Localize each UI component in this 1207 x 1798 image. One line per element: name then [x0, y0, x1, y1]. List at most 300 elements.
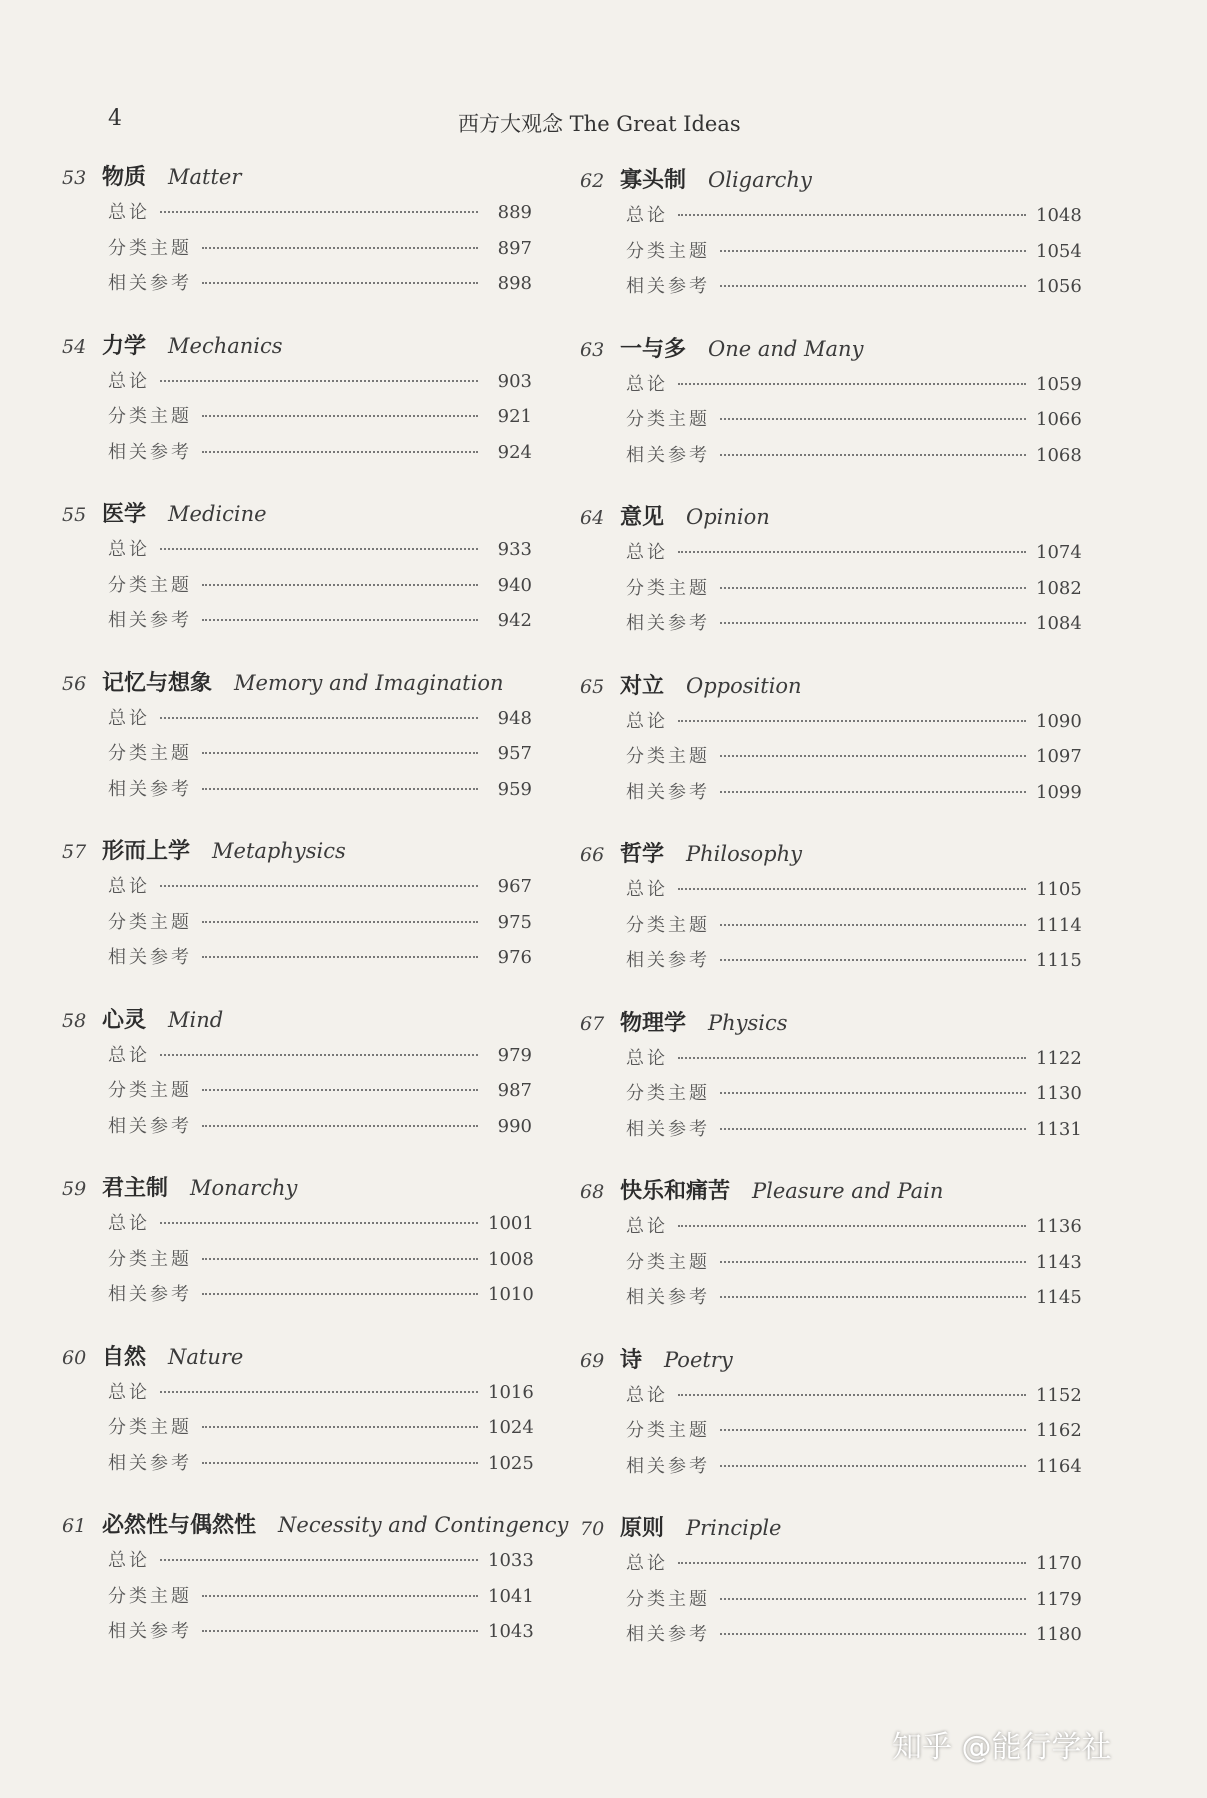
entry-label: 总论 — [626, 373, 668, 395]
entry-label: 分类主题 — [108, 1080, 192, 1101]
dot-leader — [202, 415, 478, 417]
section-number: 65 — [580, 675, 605, 698]
dot-leader — [678, 551, 1026, 553]
toc-column-right — [580, 163, 1080, 1680]
entry-page-number: 924 — [497, 441, 532, 463]
entry-label: 总论 — [626, 1384, 668, 1406]
section-number: 59 — [62, 1178, 87, 1200]
section-title-en: Principle — [686, 1516, 782, 1540]
entry-page-number: 1010 — [488, 1284, 534, 1305]
entry-page-number: 967 — [497, 876, 532, 897]
section-heading[interactable] — [580, 669, 1080, 707]
toc-entry[interactable] — [108, 908, 532, 944]
section-title-en: Memory and Imagination — [234, 670, 504, 695]
section-title-en: Mechanics — [168, 333, 283, 358]
section-heading[interactable] — [62, 1508, 569, 1546]
entry-page-number: 1016 — [488, 1381, 534, 1403]
entry-page-number: 1054 — [1036, 240, 1082, 262]
toc-section — [62, 1340, 532, 1509]
entry-page-number: 1090 — [1036, 710, 1082, 732]
section-number: 63 — [580, 338, 605, 361]
entry-label: 相关参考 — [626, 1624, 710, 1645]
toc-entry[interactable] — [108, 739, 532, 775]
toc-entry[interactable] — [626, 1283, 1080, 1319]
entry-label: 总论 — [108, 1381, 150, 1403]
dot-leader — [160, 1054, 478, 1056]
entry-label: 相关参考 — [108, 947, 192, 968]
section-title-cn: 物质 — [102, 164, 147, 190]
toc-entry[interactable] — [626, 1044, 1080, 1080]
dot-leader — [720, 454, 1026, 456]
dot-leader — [160, 380, 478, 382]
section-number: 58 — [62, 1009, 87, 1032]
toc-entry[interactable] — [108, 402, 532, 438]
entry-page-number: 1041 — [488, 1585, 534, 1607]
section-title-cn: 诗 — [620, 1346, 643, 1373]
entry-label: 相关参考 — [108, 778, 192, 800]
section-title-cn: 医学 — [102, 501, 147, 527]
entry-page-number: 987 — [497, 1080, 532, 1101]
section-title-en: Matter — [168, 165, 242, 189]
entry-label: 相关参考 — [108, 273, 192, 294]
dot-leader — [720, 1296, 1026, 1298]
entry-page-number: 898 — [497, 273, 532, 294]
toc-column-left — [62, 160, 569, 1677]
entry-label: 相关参考 — [626, 1118, 710, 1140]
section-number: 66 — [580, 844, 605, 866]
entry-page-number: 948 — [497, 707, 532, 729]
section-heading[interactable] — [62, 1171, 532, 1209]
toc-entry[interactable] — [108, 1245, 532, 1281]
entry-label: 分类主题 — [626, 1420, 710, 1441]
section-title-en: Philosophy — [686, 842, 802, 866]
toc-entry[interactable] — [108, 1449, 532, 1485]
section-title-cn: 力学 — [102, 332, 147, 359]
toc-entry[interactable] — [626, 1549, 1080, 1585]
section-title-en: Monarchy — [190, 1176, 298, 1200]
entry-label: 分类主题 — [108, 1585, 192, 1607]
entry-page-number: 1105 — [1036, 879, 1082, 900]
section-title-cn: 意见 — [620, 504, 665, 530]
dot-leader — [678, 1562, 1026, 1564]
entry-label: 分类主题 — [626, 914, 710, 936]
toc-section — [580, 1006, 1080, 1175]
dot-leader — [720, 1598, 1026, 1600]
section-number: 70 — [580, 1518, 605, 1540]
dot-leader — [720, 418, 1026, 420]
entry-page-number: 1162 — [1036, 1420, 1082, 1441]
section-title-cn: 记忆与想象 — [102, 669, 213, 696]
section-heading[interactable] — [62, 329, 532, 367]
section-title-en: Nature — [168, 1344, 244, 1369]
dot-leader — [160, 885, 478, 887]
toc-entry[interactable] — [626, 538, 1080, 574]
section-number: 69 — [580, 1349, 605, 1372]
entry-label: 相关参考 — [626, 613, 710, 634]
toc-entry[interactable] — [626, 370, 1080, 406]
entry-label: 总论 — [626, 1216, 668, 1237]
toc-entry[interactable] — [626, 707, 1080, 743]
toc-entry[interactable] — [626, 1212, 1080, 1248]
dot-leader — [202, 619, 478, 621]
dot-leader — [720, 622, 1026, 624]
toc-entry[interactable] — [626, 778, 1080, 814]
entry-page-number: 889 — [497, 202, 532, 223]
dot-leader — [720, 755, 1026, 757]
entry-label: 总论 — [108, 1550, 150, 1571]
section-title-cn: 哲学 — [620, 841, 665, 867]
entry-page-number: 1180 — [1036, 1624, 1082, 1645]
section-title-cn: 寡头制 — [620, 167, 687, 193]
toc-entry[interactable] — [626, 405, 1080, 441]
dot-leader — [720, 1261, 1026, 1263]
section-number: 54 — [62, 335, 87, 358]
dot-leader — [160, 1222, 478, 1224]
entry-label: 相关参考 — [108, 1621, 192, 1642]
section-heading[interactable] — [62, 497, 532, 535]
dot-leader — [202, 451, 478, 453]
toc-entry[interactable] — [108, 571, 532, 607]
section-title-cn: 物理学 — [620, 1009, 687, 1036]
entry-page-number: 1066 — [1036, 409, 1082, 430]
toc-entry[interactable] — [626, 875, 1080, 911]
entry-label: 分类主题 — [626, 1251, 710, 1273]
entry-page-number: 1001 — [488, 1213, 534, 1234]
entry-label: 总论 — [626, 205, 668, 226]
entry-page-number: 1145 — [1036, 1287, 1082, 1308]
section-number: 53 — [62, 167, 87, 189]
toc-section — [62, 329, 532, 498]
entry-page-number: 957 — [497, 743, 532, 764]
dot-leader — [202, 752, 478, 754]
entry-label: 相关参考 — [108, 610, 192, 631]
toc-entry[interactable] — [626, 272, 1080, 308]
section-title-en: Medicine — [168, 502, 267, 526]
toc-entry[interactable] — [626, 1585, 1080, 1621]
section-heading[interactable] — [62, 1003, 532, 1041]
section-heading[interactable] — [580, 1343, 1080, 1381]
entry-label: 总论 — [626, 542, 668, 563]
section-heading[interactable] — [62, 1340, 532, 1378]
entry-page-number: 1025 — [488, 1452, 534, 1474]
entry-page-number: 903 — [497, 370, 532, 392]
toc-section — [580, 1174, 1080, 1343]
dot-leader — [202, 282, 478, 284]
section-title-cn: 必然性与偶然性 — [102, 1512, 257, 1538]
toc-entry[interactable] — [108, 438, 532, 474]
section-title-cn: 君主制 — [102, 1175, 169, 1201]
toc-entry[interactable] — [108, 1546, 532, 1582]
toc-entry[interactable] — [108, 198, 532, 234]
dot-leader — [202, 1293, 478, 1295]
dot-leader — [160, 211, 478, 213]
toc-entry[interactable] — [108, 1582, 532, 1618]
section-number: 67 — [580, 1012, 605, 1035]
toc-section — [580, 332, 1080, 501]
entry-page-number: 1136 — [1036, 1216, 1082, 1237]
entry-label: 分类主题 — [108, 237, 192, 259]
entry-page-number: 1143 — [1036, 1251, 1082, 1273]
toc-entry[interactable] — [108, 943, 532, 979]
section-heading[interactable] — [62, 834, 532, 872]
dot-leader — [202, 956, 478, 958]
entry-page-number: 1115 — [1036, 950, 1082, 971]
page-number: 4 — [108, 106, 122, 131]
section-title-en: Physics — [708, 1010, 788, 1035]
toc-entry[interactable] — [108, 704, 532, 740]
entry-label: 总论 — [108, 876, 150, 897]
entry-page-number: 1024 — [488, 1417, 534, 1438]
entry-label: 相关参考 — [626, 781, 710, 803]
section-title-cn: 心灵 — [102, 1006, 147, 1033]
toc-section — [62, 834, 532, 1003]
entry-label: 分类主题 — [108, 1417, 192, 1438]
entry-label: 总论 — [108, 1213, 150, 1234]
dot-leader — [202, 247, 478, 249]
dot-leader — [678, 383, 1026, 385]
entry-page-number: 942 — [497, 610, 532, 631]
section-heading[interactable] — [580, 837, 1080, 875]
toc-entry[interactable] — [626, 742, 1080, 778]
entry-page-number: 1059 — [1036, 373, 1082, 395]
toc-entry[interactable] — [626, 946, 1080, 982]
entry-label: 相关参考 — [626, 444, 710, 466]
section-title-en: Mind — [168, 1007, 224, 1032]
entry-label: 总论 — [108, 707, 150, 729]
dot-leader — [160, 1559, 478, 1561]
section-heading[interactable] — [580, 500, 1080, 538]
section-heading[interactable] — [580, 1174, 1080, 1212]
entry-page-number: 1164 — [1036, 1455, 1082, 1477]
toc-section — [62, 666, 532, 835]
entry-page-number: 1082 — [1036, 577, 1082, 599]
entry-label: 总论 — [108, 370, 150, 392]
entry-page-number: 1074 — [1036, 542, 1082, 563]
entry-label: 分类主题 — [108, 1248, 192, 1270]
toc-section — [62, 1003, 532, 1172]
dot-leader — [720, 587, 1026, 589]
entry-page-number: 1097 — [1036, 746, 1082, 767]
entry-label: 相关参考 — [108, 441, 192, 463]
dot-leader — [202, 1595, 478, 1597]
section-title-en: Necessity and Contingency — [278, 1513, 569, 1537]
section-number: 56 — [62, 672, 87, 695]
section-heading[interactable] — [62, 160, 532, 198]
entry-page-number: 1043 — [488, 1621, 534, 1642]
section-number: 61 — [62, 1515, 87, 1537]
watermark: 知乎 @能行学社 — [892, 1730, 1112, 1765]
toc-entry[interactable] — [108, 1209, 532, 1245]
section-title-en: Metaphysics — [212, 839, 346, 863]
entry-label: 分类主题 — [108, 911, 192, 933]
toc-section — [580, 1343, 1080, 1512]
entry-page-number: 1130 — [1036, 1083, 1082, 1104]
toc-entry[interactable] — [626, 1416, 1080, 1452]
dot-leader — [678, 720, 1026, 722]
toc-section — [580, 837, 1080, 1006]
dot-leader — [202, 1089, 478, 1091]
toc-entry[interactable] — [108, 775, 532, 811]
entry-page-number: 1122 — [1036, 1047, 1082, 1069]
entry-page-number: 1033 — [488, 1550, 534, 1571]
section-title-en: Opinion — [686, 505, 770, 529]
entry-label: 分类主题 — [626, 577, 710, 599]
section-title-cn: 对立 — [620, 672, 665, 699]
entry-label: 分类主题 — [626, 1588, 710, 1610]
entry-page-number: 1084 — [1036, 613, 1082, 634]
section-title-cn: 一与多 — [620, 335, 687, 362]
dot-leader — [678, 1225, 1026, 1227]
dot-leader — [720, 1092, 1026, 1094]
dot-leader — [202, 1258, 478, 1260]
running-head: 西方大观念 The Great Ideas — [458, 112, 741, 136]
entry-page-number: 979 — [497, 1044, 532, 1066]
entry-label: 分类主题 — [108, 574, 192, 596]
dot-leader — [202, 1125, 478, 1127]
section-number: 57 — [62, 841, 87, 863]
dot-leader — [678, 1394, 1026, 1396]
entry-page-number: 1114 — [1036, 914, 1082, 936]
section-heading[interactable] — [580, 1006, 1080, 1044]
dot-leader — [202, 584, 478, 586]
entry-label: 分类主题 — [626, 240, 710, 262]
section-heading[interactable] — [62, 666, 532, 704]
toc-entry[interactable] — [108, 367, 532, 403]
entry-page-number: 1152 — [1036, 1384, 1082, 1406]
toc-entry[interactable] — [626, 609, 1080, 645]
section-heading[interactable] — [580, 163, 1080, 201]
toc-section — [580, 500, 1080, 669]
entry-page-number: 959 — [497, 778, 532, 800]
entry-page-number: 1099 — [1036, 781, 1082, 803]
toc-entry[interactable] — [626, 1381, 1080, 1417]
toc-section — [580, 163, 1080, 332]
entry-label: 总论 — [626, 879, 668, 900]
dot-leader — [678, 888, 1026, 890]
dot-leader — [160, 1391, 478, 1393]
section-number: 62 — [580, 170, 605, 192]
toc-entry[interactable] — [626, 574, 1080, 610]
toc-entry[interactable] — [626, 1079, 1080, 1115]
dot-leader — [720, 1128, 1026, 1130]
toc-entry[interactable] — [108, 1617, 532, 1653]
entry-label: 相关参考 — [626, 1455, 710, 1477]
toc-entry[interactable] — [108, 606, 532, 642]
toc-entry[interactable] — [108, 1041, 532, 1077]
entry-label: 相关参考 — [626, 1287, 710, 1308]
dot-leader — [678, 214, 1026, 216]
section-heading[interactable] — [580, 332, 1080, 370]
entry-page-number: 921 — [497, 406, 532, 427]
entry-label: 分类主题 — [626, 746, 710, 767]
entry-label: 总论 — [626, 1553, 668, 1574]
section-title-cn: 原则 — [620, 1515, 665, 1541]
toc-entry[interactable] — [626, 1620, 1080, 1656]
toc-entry[interactable] — [626, 1248, 1080, 1284]
dot-leader — [720, 924, 1026, 926]
toc-entry[interactable] — [108, 1378, 532, 1414]
dot-leader — [160, 548, 478, 550]
entry-label: 相关参考 — [108, 1284, 192, 1305]
entry-label: 总论 — [626, 1047, 668, 1069]
entry-page-number: 1179 — [1036, 1588, 1082, 1610]
dot-leader — [160, 717, 478, 719]
toc-entry[interactable] — [108, 1112, 532, 1148]
dot-leader — [720, 959, 1026, 961]
entry-label: 相关参考 — [108, 1115, 192, 1137]
toc-entry[interactable] — [626, 237, 1080, 273]
section-title-cn: 自然 — [102, 1343, 147, 1370]
dot-leader — [202, 788, 478, 790]
dot-leader — [202, 921, 478, 923]
entry-label: 分类主题 — [626, 409, 710, 430]
section-heading[interactable] — [580, 1511, 1080, 1549]
toc-entry[interactable] — [626, 1115, 1080, 1151]
dot-leader — [720, 1633, 1026, 1635]
dot-leader — [720, 285, 1026, 287]
entry-page-number: 1056 — [1036, 276, 1082, 297]
toc-section — [62, 160, 532, 329]
toc-entry[interactable] — [626, 441, 1080, 477]
section-number: 55 — [62, 504, 87, 526]
section-title-en: Oligarchy — [708, 168, 812, 192]
toc-section — [580, 669, 1080, 838]
toc-entry[interactable] — [108, 1413, 532, 1449]
toc-entry[interactable] — [108, 535, 532, 571]
section-title-en: One and Many — [708, 336, 864, 361]
toc-section — [62, 1508, 569, 1677]
dot-leader — [202, 1630, 478, 1632]
dot-leader — [720, 791, 1026, 793]
dot-leader — [720, 1429, 1026, 1431]
toc-entry[interactable] — [626, 911, 1080, 947]
section-title-en: Poetry — [664, 1347, 733, 1372]
entry-label: 总论 — [108, 539, 150, 560]
toc-section — [62, 497, 532, 666]
entry-page-number: 1131 — [1036, 1118, 1082, 1140]
dot-leader — [720, 1465, 1026, 1467]
toc-entry[interactable] — [108, 1280, 532, 1316]
entry-page-number: 1008 — [488, 1248, 534, 1270]
dot-leader — [202, 1462, 478, 1464]
toc-entry[interactable] — [108, 872, 532, 908]
entry-page-number: 1068 — [1036, 444, 1082, 466]
entry-label: 分类主题 — [108, 406, 192, 427]
toc-entry[interactable] — [626, 1452, 1080, 1488]
entry-label: 相关参考 — [108, 1452, 192, 1474]
section-title-en: Opposition — [686, 673, 802, 698]
toc-entry[interactable] — [108, 234, 532, 270]
entry-page-number: 940 — [497, 574, 532, 596]
entry-label: 分类主题 — [626, 1083, 710, 1104]
toc-entry[interactable] — [108, 1076, 532, 1112]
section-title-cn: 形而上学 — [102, 838, 191, 864]
toc-entry[interactable] — [108, 269, 532, 305]
entry-label: 相关参考 — [626, 950, 710, 971]
toc-section — [62, 1171, 532, 1340]
entry-page-number: 897 — [497, 237, 532, 259]
entry-page-number: 1170 — [1036, 1553, 1082, 1574]
entry-page-number: 976 — [497, 947, 532, 968]
dot-leader — [678, 1057, 1026, 1059]
entry-label: 总论 — [108, 1044, 150, 1066]
entry-label: 总论 — [626, 710, 668, 732]
entry-page-number: 1048 — [1036, 205, 1082, 226]
entry-page-number: 990 — [497, 1115, 532, 1137]
toc-section — [580, 1511, 1080, 1680]
entry-label: 相关参考 — [626, 276, 710, 297]
toc-entry[interactable] — [626, 201, 1080, 237]
